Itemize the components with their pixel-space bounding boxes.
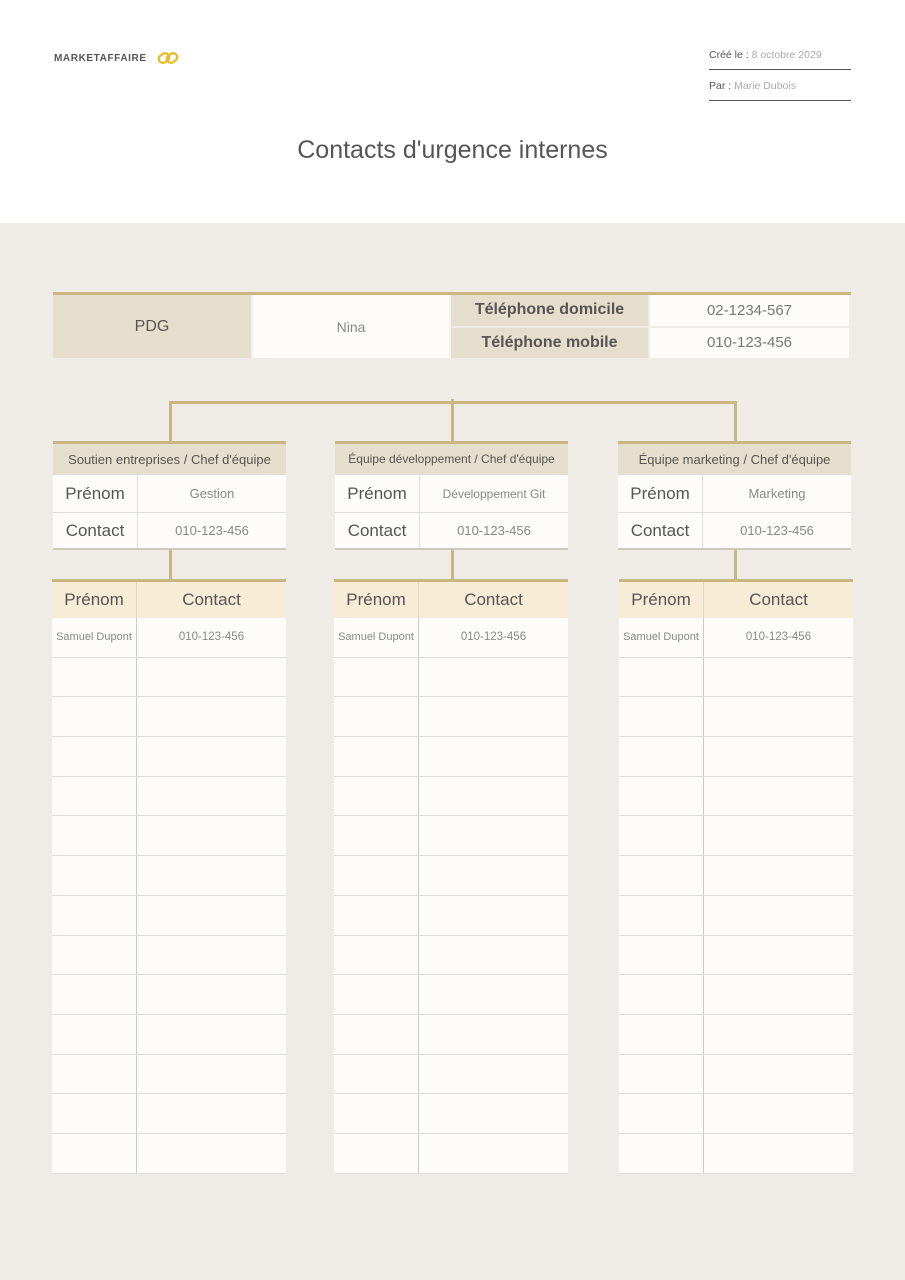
member-contact-cell bbox=[704, 856, 853, 895]
table-row bbox=[52, 697, 286, 737]
member-name-cell bbox=[334, 1015, 419, 1054]
created-label: Créé le : bbox=[709, 49, 749, 61]
member-contact-cell bbox=[419, 1015, 568, 1054]
ceo-phone-values bbox=[650, 295, 849, 358]
table-row bbox=[619, 1094, 853, 1134]
lead-name-row bbox=[53, 474, 286, 512]
table-row bbox=[52, 896, 286, 936]
member-contact-cell bbox=[419, 1134, 568, 1173]
member-name-cell bbox=[334, 737, 419, 776]
lead-name-label: Prénom bbox=[618, 475, 703, 512]
table-row bbox=[619, 896, 853, 936]
table-row bbox=[619, 737, 853, 777]
member-contact-cell bbox=[419, 1094, 568, 1133]
member-contact-cell bbox=[419, 697, 568, 736]
table-header bbox=[619, 582, 853, 618]
table-row bbox=[619, 936, 853, 976]
created-value: 8 octobre 2029 bbox=[751, 49, 822, 61]
member-name-cell bbox=[619, 658, 704, 697]
member-contact-cell bbox=[137, 1134, 286, 1173]
member-contact-cell bbox=[419, 936, 568, 975]
table-row bbox=[52, 816, 286, 856]
member-contact-cell bbox=[704, 896, 853, 935]
member-name-cell bbox=[334, 697, 419, 736]
document-header bbox=[0, 0, 905, 223]
member-name-cell bbox=[619, 777, 704, 816]
member-contact-cell bbox=[419, 896, 568, 935]
member-contact-cell bbox=[137, 1055, 286, 1094]
table-row bbox=[334, 1015, 568, 1055]
lead-name-value: Gestion bbox=[138, 475, 286, 512]
member-contact-cell bbox=[137, 936, 286, 975]
member-contact-cell bbox=[137, 816, 286, 855]
table-row bbox=[52, 618, 286, 658]
home-phone-value: 02-1234-567 bbox=[650, 295, 849, 328]
team-lead-card-development bbox=[335, 441, 568, 550]
member-name-cell bbox=[52, 697, 137, 736]
lead-contact-value: 010-123-456 bbox=[138, 513, 286, 548]
team-lead-card-support bbox=[53, 441, 286, 550]
link-logo-icon bbox=[157, 50, 179, 66]
member-contact-cell: 010-123-456 bbox=[178, 631, 245, 644]
lead-name-row bbox=[618, 474, 851, 512]
table-row bbox=[334, 1055, 568, 1095]
table-row bbox=[619, 658, 853, 698]
table-row bbox=[52, 1055, 286, 1095]
member-name-cell bbox=[334, 936, 419, 975]
ceo-name: Nina bbox=[253, 295, 451, 358]
member-contact-cell bbox=[704, 658, 853, 697]
member-contact-cell bbox=[704, 1055, 853, 1094]
member-name-cell bbox=[334, 975, 419, 1014]
brand-name: MARKETAFFAIRE bbox=[54, 52, 147, 64]
member-name-cell bbox=[52, 975, 137, 1014]
table-body bbox=[619, 618, 853, 1174]
member-contact-cell bbox=[137, 856, 286, 895]
table-row bbox=[334, 658, 568, 698]
table-row bbox=[334, 618, 568, 658]
member-contact-cell bbox=[419, 975, 568, 1014]
author-label: Par : bbox=[709, 80, 732, 92]
member-name-cell bbox=[619, 975, 704, 1014]
created-date bbox=[709, 48, 851, 70]
table-row bbox=[619, 816, 853, 856]
member-contact-cell bbox=[419, 816, 568, 855]
member-name-cell bbox=[619, 1055, 704, 1094]
member-contact-cell: 010-123-456 bbox=[745, 631, 812, 644]
table-row bbox=[334, 816, 568, 856]
member-table bbox=[619, 579, 853, 1174]
brand bbox=[54, 50, 179, 66]
lead-contact-row bbox=[335, 512, 568, 550]
table-row bbox=[334, 936, 568, 976]
member-contact-cell bbox=[137, 737, 286, 776]
member-contact-cell bbox=[704, 816, 853, 855]
member-name-cell bbox=[619, 697, 704, 736]
column-header-name: Prénom bbox=[52, 582, 137, 618]
table-row bbox=[52, 1094, 286, 1134]
member-name-cell bbox=[334, 856, 419, 895]
member-contact-cell bbox=[419, 737, 568, 776]
member-name-cell bbox=[52, 658, 137, 697]
member-name-cell bbox=[52, 1015, 137, 1054]
ceo-card bbox=[53, 292, 851, 358]
connector-line bbox=[169, 401, 172, 442]
member-contact-cell bbox=[704, 1134, 853, 1173]
member-name-cell bbox=[52, 856, 137, 895]
member-name-cell bbox=[619, 896, 704, 935]
member-name-cell bbox=[619, 936, 704, 975]
lead-contact-value: 010-123-456 bbox=[703, 513, 851, 548]
table-row bbox=[334, 896, 568, 936]
home-phone-label: Téléphone domicile bbox=[451, 295, 648, 328]
member-name-cell bbox=[52, 896, 137, 935]
member-name-cell bbox=[334, 1055, 419, 1094]
member-contact-cell bbox=[137, 896, 286, 935]
connector-line bbox=[734, 401, 737, 442]
table-row bbox=[619, 777, 853, 817]
lead-name-row bbox=[335, 474, 568, 512]
page-title: Contacts d'urgence internes bbox=[297, 136, 608, 164]
lead-name-value: Marketing bbox=[703, 475, 851, 512]
member-contact-cell bbox=[704, 1015, 853, 1054]
member-name-cell bbox=[619, 1015, 704, 1054]
table-row bbox=[52, 856, 286, 896]
table-body bbox=[52, 618, 286, 1174]
table-row bbox=[52, 658, 286, 698]
mobile-phone-label: Téléphone mobile bbox=[451, 328, 648, 359]
member-contact-cell bbox=[419, 1055, 568, 1094]
member-contact-cell bbox=[419, 777, 568, 816]
table-row bbox=[619, 697, 853, 737]
member-name-cell bbox=[52, 737, 137, 776]
table-row bbox=[334, 975, 568, 1015]
table-row bbox=[334, 697, 568, 737]
member-contact-cell bbox=[704, 936, 853, 975]
member-contact-cell bbox=[419, 658, 568, 697]
member-name-cell: Samuel Dupont bbox=[52, 618, 137, 657]
table-row bbox=[334, 1094, 568, 1134]
lead-name-label: Prénom bbox=[53, 475, 138, 512]
member-name-cell: Samuel Dupont bbox=[334, 618, 419, 657]
member-name-cell bbox=[334, 816, 419, 855]
member-name-cell bbox=[334, 777, 419, 816]
lead-contact-value: 010-123-456 bbox=[420, 513, 568, 548]
table-row bbox=[619, 975, 853, 1015]
table-row bbox=[334, 1134, 568, 1174]
member-contact-cell bbox=[137, 975, 286, 1014]
connector-line bbox=[451, 550, 454, 581]
column-header-contact: Contact bbox=[464, 590, 523, 609]
lead-name-value: Développement Git bbox=[420, 475, 568, 512]
team-title: Équipe développement / Chef d'équipe bbox=[335, 444, 568, 474]
member-contact-cell bbox=[704, 1094, 853, 1133]
member-name-cell bbox=[52, 1134, 137, 1173]
table-row bbox=[334, 856, 568, 896]
member-name-cell bbox=[619, 1094, 704, 1133]
member-table bbox=[334, 579, 568, 1174]
table-row bbox=[52, 1015, 286, 1055]
lead-contact-label: Contact bbox=[53, 513, 138, 548]
table-row bbox=[52, 1134, 286, 1174]
member-name-cell bbox=[619, 1134, 704, 1173]
table-header bbox=[52, 582, 286, 618]
table-row bbox=[619, 1055, 853, 1095]
lead-contact-row bbox=[618, 512, 851, 550]
member-table bbox=[52, 579, 286, 1174]
table-body bbox=[334, 618, 568, 1174]
member-name-cell bbox=[334, 1094, 419, 1133]
member-name-cell bbox=[619, 737, 704, 776]
table-row bbox=[619, 856, 853, 896]
member-contact-cell bbox=[137, 777, 286, 816]
author bbox=[709, 79, 851, 101]
ceo-role: PDG bbox=[53, 295, 253, 358]
lead-contact-label: Contact bbox=[618, 513, 703, 548]
connector-line bbox=[734, 550, 737, 581]
mobile-phone-value: 010-123-456 bbox=[650, 328, 849, 359]
member-contact-cell bbox=[137, 1094, 286, 1133]
column-header-contact: Contact bbox=[182, 590, 241, 609]
member-name-cell bbox=[334, 1134, 419, 1173]
table-row bbox=[619, 1134, 853, 1174]
table-row bbox=[52, 777, 286, 817]
table-row bbox=[619, 1015, 853, 1055]
member-contact-cell bbox=[704, 737, 853, 776]
table-row bbox=[334, 737, 568, 777]
member-name-cell bbox=[334, 658, 419, 697]
table-row bbox=[52, 975, 286, 1015]
team-lead-card-marketing bbox=[618, 441, 851, 550]
lead-contact-row bbox=[53, 512, 286, 550]
connector-line bbox=[169, 550, 172, 581]
lead-contact-label: Contact bbox=[335, 513, 420, 548]
table-row bbox=[619, 618, 853, 658]
member-contact-cell bbox=[137, 697, 286, 736]
connector-line bbox=[451, 399, 454, 442]
member-contact-cell bbox=[419, 856, 568, 895]
member-name-cell bbox=[52, 777, 137, 816]
member-name-cell bbox=[619, 856, 704, 895]
member-name-cell bbox=[52, 1094, 137, 1133]
member-name-cell bbox=[619, 816, 704, 855]
member-contact-cell bbox=[704, 777, 853, 816]
team-title: Équipe marketing / Chef d'équipe bbox=[618, 444, 851, 474]
member-contact-cell: 010-123-456 bbox=[460, 631, 527, 644]
ceo-phone-labels bbox=[451, 295, 648, 358]
table-row bbox=[334, 777, 568, 817]
author-value: Marie Dubois bbox=[734, 80, 796, 92]
team-title: Soutien entreprises / Chef d'équipe bbox=[53, 444, 286, 474]
table-header bbox=[334, 582, 568, 618]
column-header-contact: Contact bbox=[749, 590, 808, 609]
member-contact-cell bbox=[704, 697, 853, 736]
member-name-cell bbox=[52, 816, 137, 855]
column-header-name: Prénom bbox=[619, 582, 704, 618]
member-name-cell bbox=[52, 936, 137, 975]
member-contact-cell bbox=[137, 658, 286, 697]
member-contact-cell bbox=[704, 975, 853, 1014]
member-contact-cell bbox=[137, 1015, 286, 1054]
member-name-cell bbox=[52, 1055, 137, 1094]
member-name-cell: Samuel Dupont bbox=[619, 618, 704, 657]
member-name-cell bbox=[334, 896, 419, 935]
lead-name-label: Prénom bbox=[335, 475, 420, 512]
table-row bbox=[52, 737, 286, 777]
table-row bbox=[52, 936, 286, 976]
column-header-name: Prénom bbox=[334, 582, 419, 618]
